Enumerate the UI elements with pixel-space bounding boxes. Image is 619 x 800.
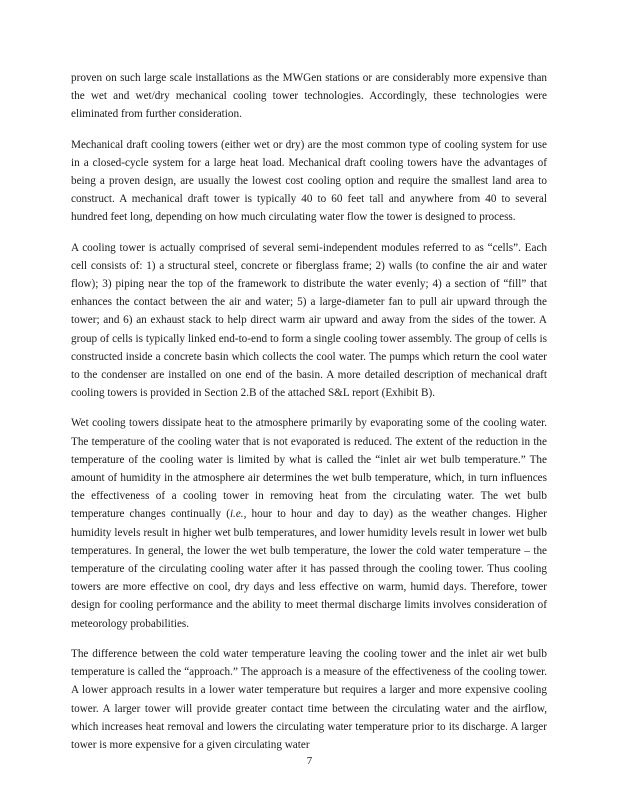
text-run: The difference between the cold water temperature leaving the cooling tower and the inlet air wet bulb temperature is called the “approach.” The approach is a measure of the effectiveness of the cooling tower. A lower approach results in a lower water temperature but requires a larger and more expensive cooling tower. A larger tower will provide greater contact time between the circulating water and the airflow, which increases heat removal and lowers the circulating water temperature prior to its discharge. A larger tower is more expensive for a given circulating water bbox=[71, 647, 547, 751]
paragraph-approach bbox=[71, 645, 547, 754]
text-run: hour to hour and day to day) as the weather changes. Higher humidity levels result in higher wet bulb temperatures, and lower humidity levels result in lower wet bulb temperatures. In general, the lower the wet bulb temperature, the lower the cold water temperature – the temperature of the circulating cooling water after it has passed through the cooling tower. Thus cooling towers are more effective on cool, dry days and less effective on warm, humid days. Therefore, tower design for cooling performance and the ability to meet thermal discharge limits involves consideration of meteorology probabilities. bbox=[71, 508, 547, 630]
body-text bbox=[71, 69, 547, 766]
paragraph-wet-bulb-temperature bbox=[71, 414, 547, 632]
paragraph-continued-technologies bbox=[71, 69, 547, 124]
page-number: 7 bbox=[306, 755, 313, 767]
text-run: Mechanical draft cooling towers (either wet or dry) are the most common type of cooling system for use in a closed-cycle system for a large heat load. Mechanical draft cooling towers have the advantages of being a proven design, are usually the lowest cost cooling option and require the smallest land area to construct. A mechanical draft tower is typically 40 to 60 feet tall and anywhere from 40 to several hundred feet long, depending on how much circulating water flow the tower is designed to process. bbox=[71, 138, 547, 224]
text-run: Wet cooling towers dissipate heat to the atmosphere primarily by evaporating some of the cooling water. The temperature of the cooling water that is not evaporated is reduced. The extent of the reduction in the temperature of the cooling water is limited by what is called the “inlet air wet bulb temperature.” The amount of humidity in the atmosphere air determines the wet bulb temperature, which, in turn influences the effectiveness of a cooling tower in removing heat from the circulating water. The wet bulb temperature changes continually ( bbox=[71, 417, 547, 521]
paragraph-mechanical-draft-towers bbox=[71, 136, 547, 227]
text-run: proven on such large scale installations as the MWGen stations or are considerably more expensive than the wet and wet/dry mechanical cooling tower technologies. Accordingly, these technologies were eliminated from further consideration. bbox=[71, 72, 547, 121]
text-run-italic: i.e., bbox=[229, 508, 247, 521]
text-run: A cooling tower is actually comprised of several semi-independent modules referred to as “cells”. Each cell consists of: 1) a structural steel, concrete or fiberglass frame; 2) walls (to confine the air and water flow); 3) piping near the top of the framework to distribute the water evenly; 4) a section of “fill” that enhances the contact between the air and water; 5) a large-diameter fan to pull air upward through the tower; and 6) an exhaust stack to help direct warm air upward and away from the sides of the tower. A group of cells is typically linked end-to-end to form a single cooling tower assembly. The group of cells is constructed inside a concrete basin which collects the cool water. The pumps which return the cool water to the condenser are installed on one end of the basin. A more detailed description of mechanical draft cooling towers is provided in Section 2.B of the attached S&L report (Exhibit B). bbox=[71, 241, 547, 400]
paragraph-cooling-tower-cells bbox=[71, 239, 547, 403]
